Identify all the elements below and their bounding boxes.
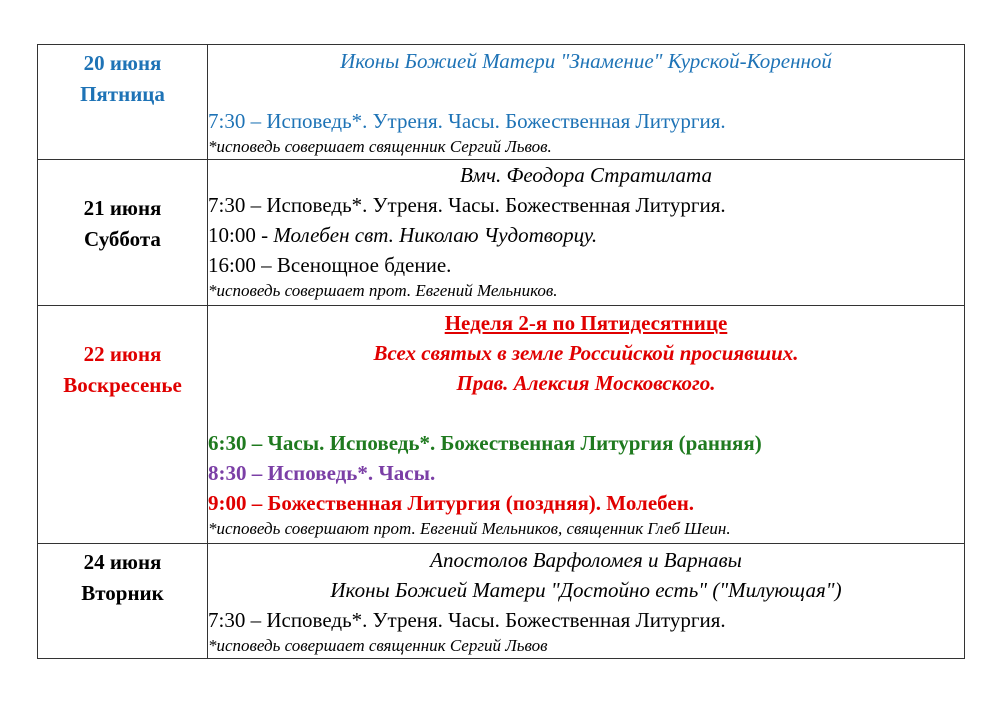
date-label: 22 июня (83, 342, 162, 366)
date-cell (38, 45, 208, 160)
service-line: 7:30 – Исповедь*. Утреня. Часы. Божественная Литургия. (208, 608, 726, 632)
schedule-table (37, 44, 965, 659)
date-label: 24 июня (83, 550, 162, 574)
table-row (38, 544, 965, 659)
date-cell (38, 306, 208, 544)
service-line: 6:30 – Часы. Исповедь*. Божественная Литургия (ранняя) (208, 431, 762, 455)
services-cell (208, 160, 965, 306)
services-cell (208, 306, 965, 544)
feast-title: Иконы Божией Матери "Знамение" Курской-Коренной (340, 49, 832, 73)
table-row (38, 306, 965, 544)
feast-subtitle: Иконы Божией Матери "Достойно есть" ("Милующая") (330, 578, 842, 602)
weekday-label: Суббота (84, 227, 161, 251)
service-line (208, 220, 964, 250)
service-line: 16:00 – Всенощное бдение. (208, 253, 452, 277)
service-time: 10:00 - (208, 223, 274, 247)
service-text: Молебен свт. Николаю Чудотворцу. (273, 223, 598, 247)
confession-note: *исповедь совершает священник Сергий Львов (208, 636, 548, 655)
weekday-label: Вторник (81, 581, 164, 605)
confession-note: *исповедь совершает прот. Евгений Мельников. (208, 281, 558, 300)
date-label: 21 июня (83, 196, 162, 220)
services-cell (208, 45, 965, 160)
weekday-label: Пятница (80, 82, 165, 106)
date-cell (38, 160, 208, 306)
feast-title: Апостолов Варфоломея и Варнавы (430, 548, 742, 572)
services-cell (208, 544, 965, 659)
table-row (38, 45, 965, 160)
date-label: 20 июня (83, 51, 162, 75)
feast-title: Неделя 2-я по Пятидесятнице (444, 311, 728, 335)
feast-title: Вмч. Феодора Стратилата (460, 163, 712, 187)
feast-subtitle: Всех святых в земле Российской просиявших. (373, 341, 799, 365)
feast-subtitle: Прав. Алексия Московского. (456, 371, 716, 395)
service-line: 7:30 – Исповедь*. Утреня. Часы. Божественная Литургия. (208, 193, 726, 217)
service-line: 9:00 – Божественная Литургия (поздняя). Молебен. (208, 491, 695, 515)
table-row (38, 160, 965, 306)
weekday-label: Воскресенье (63, 373, 182, 397)
service-line: 8:30 – Исповедь*. Часы. (208, 461, 436, 485)
confession-note: *исповедь совершают прот. Евгений Мельников, священник Глеб Шеин. (208, 519, 731, 538)
confession-note: *исповедь совершает священник Сергий Львов. (208, 137, 552, 156)
date-cell (38, 544, 208, 659)
service-line: 7:30 – Исповедь*. Утреня. Часы. Божественная Литургия. (208, 109, 726, 133)
